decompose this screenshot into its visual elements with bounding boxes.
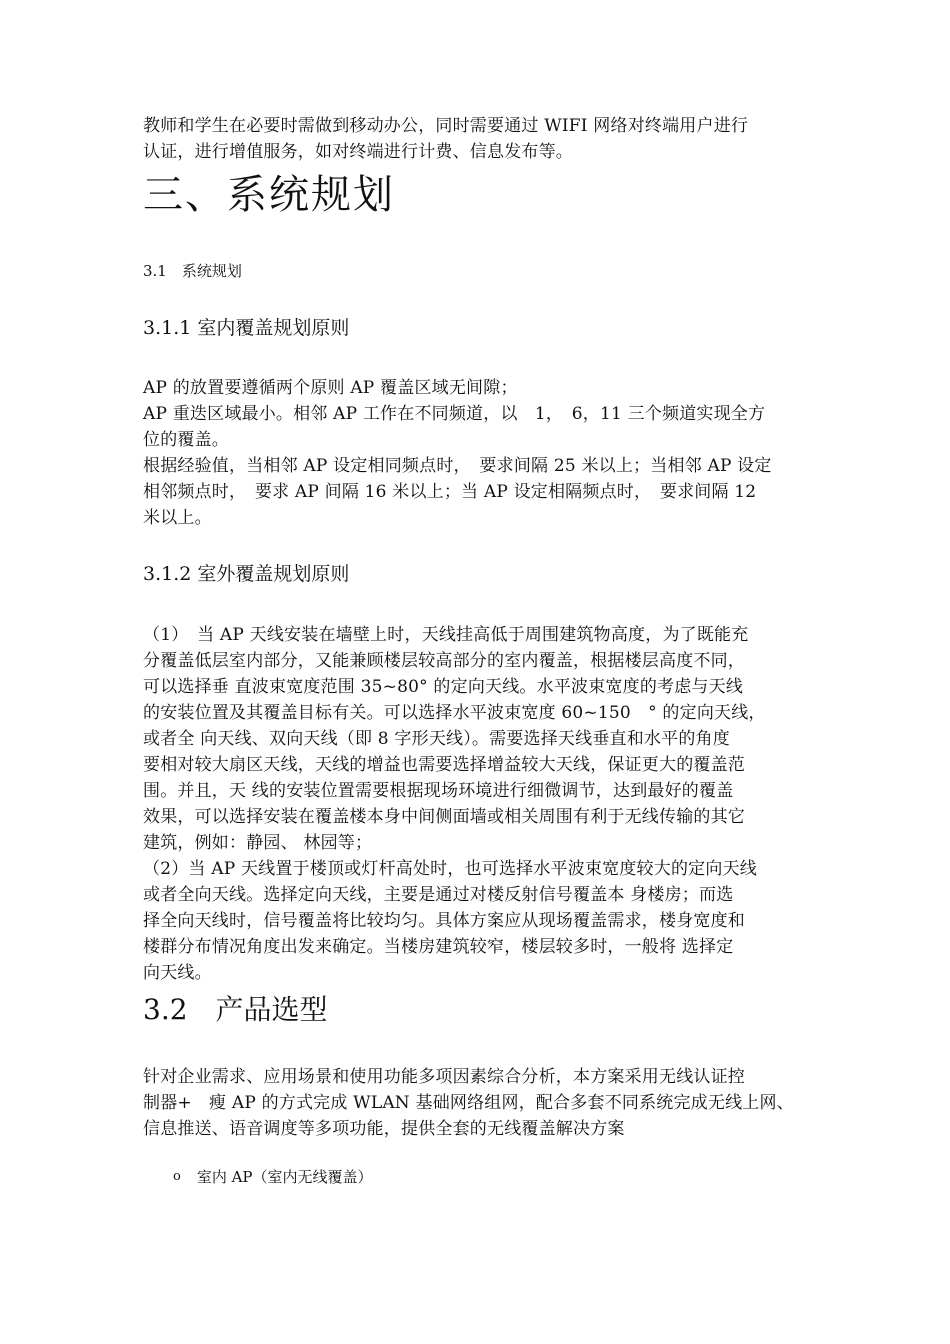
heading-outdoor-coverage: 3.1.2 室外覆盖规划原则: [143, 563, 350, 585]
outdoor-line: 建筑，例如：静园、 林园等；: [143, 833, 373, 853]
indoor-line: 根据经验值，当相邻 AP 设定相同频点时， 要求间隔 25 米以上；当相邻 AP 设定: [143, 456, 772, 476]
intro-line: 教师和学生在必要时需做到移动办公，同时需要通过 WIFI 网络对终端用户进行: [143, 116, 749, 136]
outdoor-line: 或者全向天线。选择定向天线，主要是通过对楼反射信号覆盖本 身楼房；而选: [143, 885, 734, 905]
outdoor-line: 效果，可以选择安装在覆盖楼本身中间侧面墙或相关周围有利于无线传输的其它: [143, 807, 745, 827]
indoor-line: 相邻频点时， 要求 AP 间隔 16 米以上；当 AP 设定相隔频点时， 要求间隔 12: [143, 482, 757, 502]
outdoor-line: 可以选择垂 直波束宽度范围 35~80° 的定向天线。水平波束宽度的考虑与天线: [143, 677, 744, 697]
subsection-title: 3.1 系统规划: [143, 262, 242, 280]
product-selection-paragraph: [143, 1064, 815, 1142]
heading-indoor-coverage: 3.1.1 室内覆盖规划原则: [143, 317, 350, 339]
outdoor-line: 或者全 向天线、双向天线（即 8 字形天线）。需要选择天线垂直和水平的角度: [143, 729, 730, 749]
indoor-line: 位的覆盖。: [143, 430, 229, 450]
outdoor-line: 围。并且，天 线的安装位置需要根据现场环境进行细微调节，达到最好的覆盖: [143, 781, 734, 801]
bullet-item: [173, 1166, 373, 1188]
intro-line: 认证，进行增值服务，如对终端进行计费、信息发布等。: [143, 142, 573, 162]
indoor-principles-paragraph: [143, 375, 815, 531]
outdoor-line: 楼群分布情况角度出发来确定。当楼房建筑较窄，楼层较多时，一般将 选择定: [143, 937, 734, 957]
outdoor-line: （1） 当 AP 天线安装在墙壁上时，天线挂高低于周围建筑物高度，为了既能充: [143, 625, 749, 645]
indoor-line: 米以上。: [143, 508, 212, 528]
section-title: 三、系统规划: [143, 172, 395, 218]
outdoor-principles-paragraph: [143, 622, 815, 986]
outdoor-line: 的安装位置及其覆盖目标有关。可以选择水平波束宽度 60~150 ° 的定向天线，: [143, 703, 766, 723]
bullet-marker: o: [173, 1169, 181, 1184]
outdoor-line: 向天线。: [143, 963, 212, 983]
bullet-text: 室内 AP（室内无线覆盖）: [196, 1168, 373, 1186]
intro-paragraph: [143, 113, 815, 165]
indoor-line: AP 的放置要遵循两个原则 AP 覆盖区域无间隙；: [143, 378, 518, 398]
indoor-line: AP 重迭区域最小。相邻 AP 工作在不同频道，以 1， 6，11 三个频道实现全方: [143, 404, 766, 424]
heading-product-selection: 3.2 产品选型: [143, 993, 328, 1026]
outdoor-line: 分覆盖低层室内部分，又能兼顾楼层较高部分的室内覆盖，根据楼层高度不同，: [143, 651, 745, 671]
outdoor-line: 择全向天线时，信号覆盖将比较均匀。具体方案应从现场覆盖需求，楼身宽度和: [143, 911, 745, 931]
product-line: 信息推送、语音调度等多项功能，提供全套的无线覆盖解决方案: [143, 1119, 625, 1139]
outdoor-line: 要相对较大扇区天线，天线的增益也需要选择增益较大天线，保证更大的覆盖范: [143, 755, 745, 775]
product-line: 制器+ 瘦 AP 的方式完成 WLAN 基础网络组网，配合多套不同系统完成无线上网、: [143, 1093, 794, 1113]
outdoor-line: （2）当 AP 天线置于楼顶或灯杆高处时，也可选择水平波束宽度较大的定向天线: [143, 859, 757, 879]
product-line: 针对企业需求、应用场景和使用功能多项因素综合分析，本方案采用无线认证控: [143, 1067, 745, 1087]
